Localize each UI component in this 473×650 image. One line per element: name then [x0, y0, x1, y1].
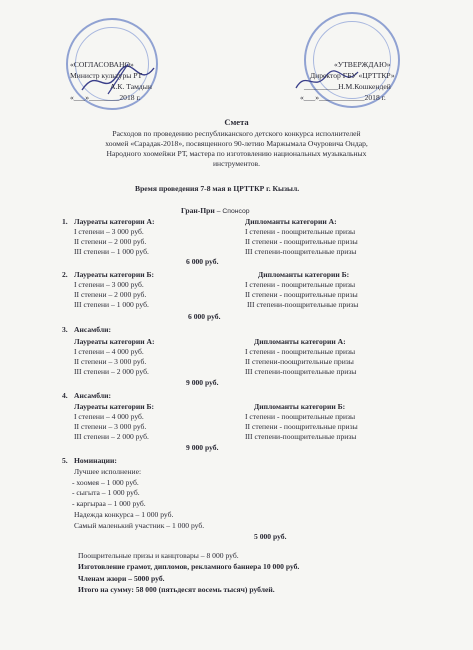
section-2-left-2: II степени – 2 000 руб.	[74, 290, 147, 299]
section-3-right-1: I степени - поощрительные призы	[245, 347, 356, 356]
section-3-left-2: II степени – 3 000 руб.	[74, 357, 147, 366]
footer-line-4: Итого на сумму: 58 000 (пятьдесят восемь тысяч) рублей.	[78, 585, 275, 594]
section-5-total: 5 000 руб.	[254, 532, 287, 541]
section-4-right-1: I степени - поощрительные призы	[245, 412, 356, 421]
nomination-line-4: - каргыраа – 1 000 руб.	[72, 499, 146, 508]
section-4-right-2: II степени - поощрительные призы	[245, 422, 358, 431]
section-2-heading: Лауреаты категории Б:	[74, 270, 155, 279]
section-1-number: 1.	[62, 217, 68, 226]
event-time: Время проведения 7-8 мая в ЦРТТКР г. Кызыл.	[135, 184, 300, 193]
section-2-right-2: II степени - поощрительные призы	[245, 290, 358, 299]
approval-right-line3: _________Н.М.Кошкендей	[304, 82, 391, 91]
section-1-right-2: II степени - поощрительные призы	[245, 237, 358, 246]
section-5-heading: Номинации:	[74, 456, 117, 465]
approval-right-line1: «УТВЕРЖДАЮ»	[334, 60, 391, 69]
section-2-left-3: III степени – 1 000 руб.	[74, 300, 149, 309]
section-4-right-3: III степени-поощрительные призы	[245, 432, 357, 441]
nomination-line-2: - хоомея – 1 000 руб.	[72, 478, 139, 487]
section-3-left-3: III степени – 2 000 руб.	[74, 367, 149, 376]
section-2-left-1: I степени – 3 000 руб.	[74, 280, 144, 289]
section-4-left-2: II степени – 3 000 руб.	[74, 422, 147, 431]
section-4-left-1: I степени – 4 000 руб.	[74, 412, 144, 421]
footer-line-1: Поощрительные призы и канцтовары – 8 000 руб.	[78, 551, 239, 560]
subtitle-line-2: хоомей «Сарадак-2018», посвященного 90-летию Маржымала Очуровича Ондар,	[105, 139, 368, 148]
nomination-line-5: Надежда конкурса – 1 000 руб.	[74, 510, 174, 519]
section-1-left-3: III степени – 1 000 руб.	[74, 247, 149, 256]
section-1-left-2: II степени – 2 000 руб.	[74, 237, 147, 246]
approval-right-line4: «___»____________2018 г.	[300, 93, 386, 102]
document-title: Смета	[224, 117, 249, 127]
sponsor: – Спонсор	[216, 208, 250, 215]
footer-line-2: Изготовление грамот, дипломов, рекламного баннера 10 000 руб.	[78, 562, 300, 571]
section-4-right-heading: Дипломанты категории Б:	[254, 402, 346, 411]
section-3-left-1: I степени – 4 000 руб.	[74, 347, 144, 356]
grand-prix: Гран-При	[181, 206, 215, 215]
approval-left-line1: «СОГЛАСОВАНО»	[70, 60, 134, 69]
section-4-subheading: Лауреаты категории Б:	[74, 402, 155, 411]
section-3-right-2: II степени-поощрительные призы	[245, 357, 354, 366]
section-4-number: 4.	[62, 391, 68, 400]
approval-left-line3: А.К. Тамдын	[110, 82, 152, 91]
grand-prix-label	[181, 206, 250, 217]
nomination-line-6: Самый маленький участник – 1 000 руб.	[74, 521, 205, 530]
approval-left-line4: «___»________2018 г.	[70, 93, 141, 102]
section-3-right-heading: Дипломанты категории А:	[254, 337, 346, 346]
approval-left-line2: Министр культуры РТ	[70, 71, 143, 80]
section-1-right-3: III степени-поощрительные призы	[245, 247, 357, 256]
subtitle-line-1: Расходов по проведению республиканского детского конкурса исполнителей	[112, 129, 361, 138]
section-5-number: 5.	[62, 456, 68, 465]
subtitle-line-4: инструментов.	[212, 159, 261, 168]
section-1-total: 6 000 руб.	[186, 257, 219, 266]
section-2-right-1: I степени - поощрительные призы	[245, 280, 356, 289]
nomination-line-1: Лучшее исполнение:	[74, 467, 142, 476]
section-3-right-3: III степени-поощрительные призы	[245, 367, 357, 376]
section-4-heading: Ансамбли:	[74, 391, 112, 400]
subtitle-line-3: Народного хоомейжи РТ, мастера по изготовлению национальных музыкальных	[106, 149, 367, 158]
section-1-heading: Лауреаты категории А:	[74, 217, 155, 226]
section-3-heading: Ансамбли:	[74, 325, 112, 334]
nomination-line-3: - сыгыта – 1 000 руб.	[72, 488, 140, 497]
footer-line-3: Членам жюри – 5000 руб.	[78, 574, 165, 583]
section-2-right-3: III степени-поощрительные призы	[247, 300, 359, 309]
section-3-subheading: Лауреаты категории А:	[74, 337, 155, 346]
section-3-number: 3.	[62, 325, 68, 334]
section-2-total: 6 000 руб.	[188, 312, 221, 321]
section-1-left-1: I степени – 3 000 руб.	[74, 227, 144, 236]
section-1-right-1: I степени - поощрительные призы	[245, 227, 356, 236]
section-4-total: 9 000 руб.	[186, 443, 219, 452]
section-3-total: 9 000 руб.	[186, 378, 219, 387]
section-4-left-3: III степени – 2 000 руб.	[74, 432, 149, 441]
approval-right-line2: Директор ГБУ «ЦРТТКР»	[310, 71, 395, 80]
section-1-right-heading: Дипломанты категории А:	[245, 217, 337, 226]
section-2-number: 2.	[62, 270, 68, 279]
section-2-right-heading: Дипломанты категории Б:	[258, 270, 350, 279]
